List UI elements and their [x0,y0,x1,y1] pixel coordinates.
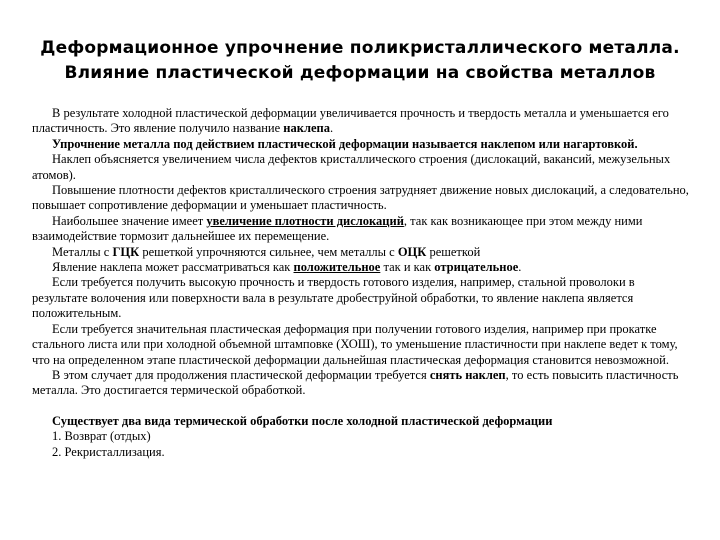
paragraph-defects: Наклеп объясняется увеличением числа дефектов кристаллического строения (дислокаций, вакансий, межузельных атомов). [32,152,671,182]
paragraph-positive-negative: Явление наклепа может рассматриваться как положительное так и как отрицательное. [52,260,522,275]
paragraph-lattices: Металлы с ГЦК решеткой упрочняются сильнее, чем металлы с ОЦК решеткой [52,244,481,259]
paragraph-positive-case: Если требуется получить высокую прочность и твердость готового изделия, например, стальной проволоки в результате волочения или поверхности вала в результате дробеструйной обработки, то явление наклепа является положительным. [32,275,635,321]
term-remove-naklep: снять наклеп [429,367,506,382]
title-line-1: Деформационное упрочнение поликристаллического металла. [40,38,680,58]
list-item: 2. Рекристаллизация. [52,444,165,459]
paragraph-definition: Упрочнение металла под действием пластической деформации называется наклепом или нагартовкой. [52,136,638,151]
term-bcc: ОЦК [397,244,427,259]
paragraph-density: Повышение плотности дефектов кристаллического строения затрудняет движение новых дислокаций, а следовательно, повышает сопротивление деформации и уменьшает пластичность. [32,183,689,213]
heat-treatment-heading: Существует два вида термической обработки после холодной пластической деформации [52,413,553,428]
term-dislocation-density: увеличение плотности дислокаций [206,213,404,228]
title-line-2: Влияние пластической деформации на свойства металлов [64,63,656,83]
term-negative: отрицательное [434,260,519,275]
paragraph-negative-case: Если требуется значительная пластическая деформация при получении готового изделия, например при прокатке стального листа или при холодной объемной штамповке (ХОШ), то уменьшение пластичности при наклепе ведет к тому, что на определенном этапе пластической деформации дальнейшая пластическая деформация становится невозможной. [32,321,678,367]
list-item: 1. Возврат (отдых) [52,429,151,444]
paragraph-remove-hardening: В этом случает для продолжения пластической деформации требуется снять наклеп, то есть повысить пластичность металла. Это достигается термической обработкой. [32,367,679,398]
spacer [32,399,692,414]
paragraph-work-hardening: В результате холодной пластической деформации увеличивается прочность и твердость металла и уменьшается его пластичность. Это явление получило название наклепа. [32,106,669,136]
slide-title [0,36,720,86]
term-naklep: наклепа [283,121,330,136]
paragraph-dislocations: Наибольшее значение имеет увеличение плотности дислокаций, так как возникающее при этом между ними взаимодействие тормозит дальнейшее их перемещение. [32,213,643,244]
term-fcc: ГЦК [112,244,140,259]
slide-body [32,106,692,460]
term-positive: положительное [293,260,381,275]
